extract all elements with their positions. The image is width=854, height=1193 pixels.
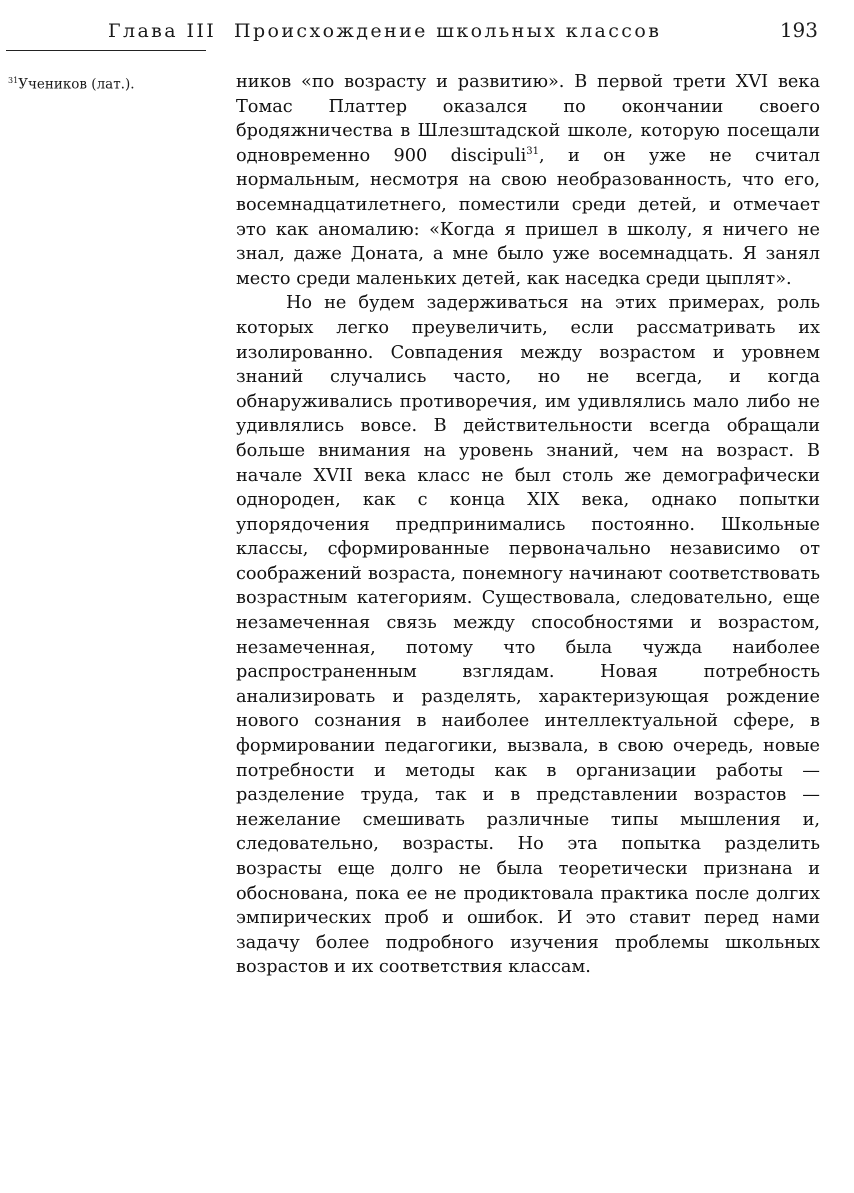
footnote-text: Учеников (лат.). (18, 76, 135, 93)
page-number: 193 (779, 18, 818, 42)
paragraph-1 (236, 70, 820, 291)
paragraph-1-part-b: , и он уже не считал нормальным, несмотря на свою необразованность, что его, восемнадцатилетнего, поместили среди детей, и отмечает это как аномалию: «Когда я пришел в школу, я ничего не знал, даже Доната, а мне было уже восемнадцать. Я занял место среди маленьких детей, как наседка среди цыплят». (236, 145, 820, 289)
footnote (8, 76, 208, 93)
chapter-label: Глава III (108, 20, 217, 42)
running-title: Происхождение школьных классов (234, 20, 662, 42)
header-rule (6, 50, 206, 51)
footnote-reference: 31 (526, 145, 540, 157)
footnote-marker: 31 (8, 76, 19, 85)
paragraph-2: Но не будем задерживаться на этих примерах, роль которых легко преувеличить, если рассматривать их изолированно. Совпадения между возрастом и уровнем знаний случались часто, но не всегда, и когда обнаруживались противоречия, им удивлялись мало либо не удивлялись вовсе. В действительности всегда обращали больше внимания на уровень знаний, чем на возраст. В начале XVII века класс не был столь же демографически однороден, как с конца XIX века, однако попытки упорядочения предпринимались постоянно. Школьные классы, сформированные первоначально независимо от соображений возраста, понемногу начинают соответствовать возрастным категориям. Существовала, следовательно, еще незамеченная связь между способностями и возрастом, незамеченная, потому что была чужда наиболее распространенным взглядам. Новая потребность анализировать и разделять, характеризующая рождение нового сознания в наиболее интеллектуальной сфере, в формировании педагогики, вызвала, в свою очередь, новые потребности и методы как в организации работы — разделение труда, так и в представлении возрастов — нежелание смешивать различные типы мышления и, следовательно, возрасты. Но эта попытка разделить возрасты еще долго не была теоретически признана и обоснована, пока ее не продиктовала практика после долгих эмпирических проб и ошибок. И это ставит перед нами задачу более подробного изучения проблемы школьных возрастов и их соответствия классам. (236, 293, 820, 978)
paragraph-1-part-a: ников «по возрасту и развитию». В первой трети XVI века Томас Платтер оказался по окончании своего бродяжничества в Шлезштадской школе, которую посещали одновременно 900 discipuli (236, 72, 820, 166)
main-text (236, 70, 820, 980)
